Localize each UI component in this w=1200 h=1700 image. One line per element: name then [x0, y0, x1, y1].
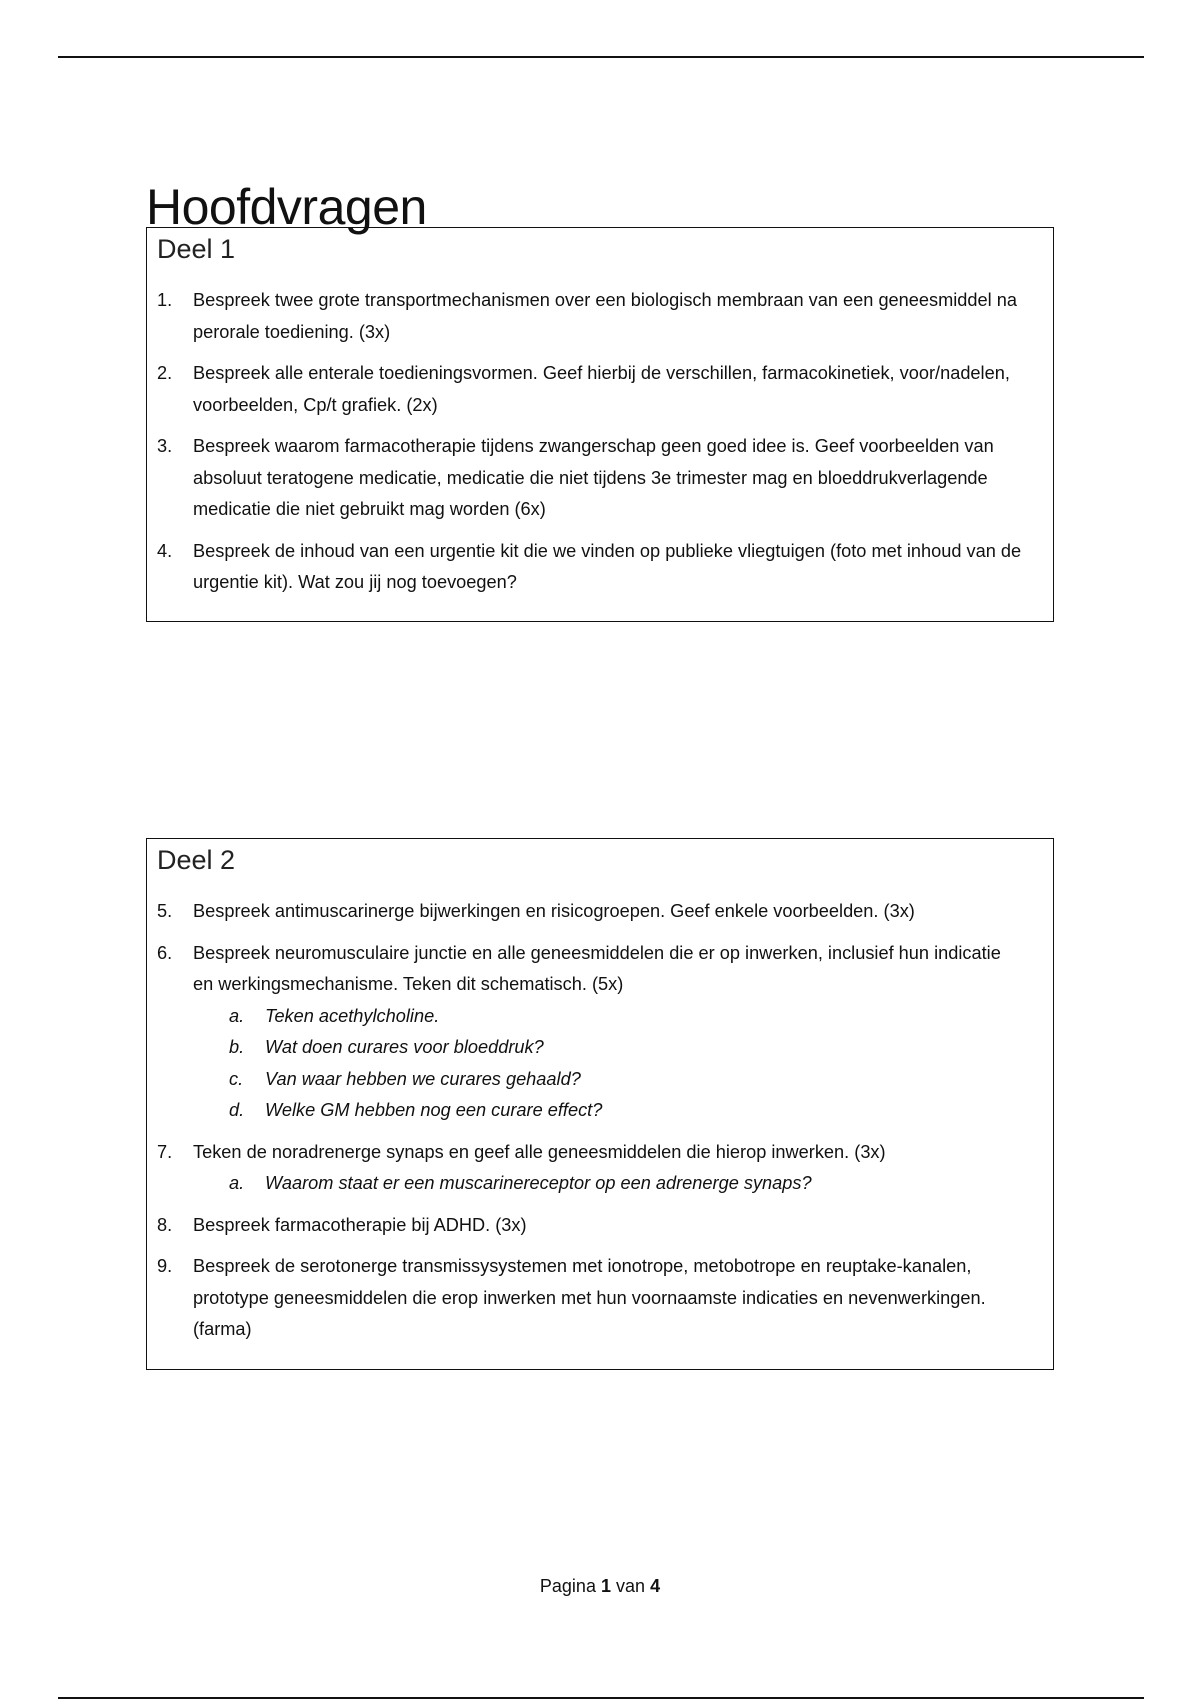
question-number: 9. — [157, 1256, 173, 1276]
question — [157, 1210, 1025, 1242]
question-text: Bespreek farmacotherapie bij ADHD. (3x) — [193, 1214, 527, 1235]
question-number: 8. — [157, 1214, 173, 1235]
part-2-box — [146, 838, 1054, 1370]
sub-question — [193, 1095, 1025, 1127]
sub-question-text: Welke GM hebben nog een curare effect? — [265, 1100, 603, 1120]
sub-question-letter: d. — [229, 1100, 245, 1120]
sub-question — [193, 1032, 1025, 1064]
question — [157, 431, 1025, 526]
sub-question-letter: a. — [229, 1005, 245, 1026]
sub-question — [193, 1064, 1025, 1096]
question-number: 1. — [157, 290, 173, 310]
question — [157, 536, 1025, 599]
question-text: Bespreek antimuscarinerge bijwerkingen en risicogroepen. Geef enkele voorbeelden. (3x) — [193, 901, 915, 921]
question — [157, 896, 1025, 928]
sub-question — [193, 1168, 1025, 1200]
page-footer — [0, 1576, 1200, 1597]
part-heading: Deel 2 — [157, 845, 236, 875]
sub-question-text: Teken acethylcholine. — [265, 1005, 440, 1026]
question-text: Bespreek neuromusculaire junctie en alle geneesmiddelen die er op inwerken, inclusief hun indicatie en werkingsmechanisme. Teken dit schematisch. (5x) — [193, 942, 1001, 994]
sub-question-letter: b. — [229, 1037, 245, 1057]
part-heading: Deel 1 — [157, 234, 236, 264]
header-rule — [58, 56, 1144, 58]
sub-question-letter: c. — [229, 1068, 244, 1089]
page-title: Hoofdvragen — [146, 178, 427, 235]
sub-question-text: Wat doen curares voor bloeddruk? — [265, 1037, 544, 1057]
question-text: Bespreek de serotonerge transmissysystemen met ionotrope, metobotrope en reuptake-kanalen, prototype geneesmiddelen die erop inwerken met hun voornaamste indicaties en nevenwerkingen. (farma) — [193, 1256, 986, 1339]
question-number: 3. — [157, 436, 173, 456]
question-text: Bespreek twee grote transportmechanismen over een biologisch membraan van een geneesmiddel na perorale toediening. (3x) — [193, 290, 1017, 342]
footer-total-pages: 4 — [650, 1576, 661, 1596]
question-number: 2. — [157, 363, 173, 383]
question-text: Bespreek waarom farmacotherapie tijdens zwangerschap geen goed idee is. Geef voorbeelden van absoluut teratogene medicatie, medicatie die niet tijdens 3e trimester mag en bloeddrukverlagende medicatie die niet gebruikt mag worden (6x) — [193, 436, 994, 519]
footer-rule — [58, 1697, 1144, 1699]
sub-question-text: Waarom staat er een muscarinereceptor op een adrenerge synaps? — [265, 1173, 812, 1193]
question-text: Bespreek alle enterale toedieningsvormen. Geef hierbij de verschillen, farmacokinetiek, voor/nadelen, voorbeelden, Cp/t grafiek. (2x) — [193, 363, 1010, 415]
sub-question-letter: a. — [229, 1173, 245, 1193]
footer-of-label: van — [616, 1576, 646, 1596]
footer-page-label: Pagina — [539, 1576, 596, 1596]
sub-question — [193, 1001, 1025, 1033]
question — [157, 285, 1025, 348]
question-number: 4. — [157, 540, 173, 561]
question-number: 5. — [157, 901, 173, 921]
part-1-box — [146, 227, 1054, 622]
question-number: 7. — [157, 1141, 173, 1162]
question — [157, 1137, 1025, 1200]
question-number: 6. — [157, 942, 173, 963]
question — [157, 938, 1025, 1127]
question — [157, 1251, 1025, 1346]
footer-current-page: 1 — [600, 1576, 611, 1596]
question-text: Bespreek de inhoud van een urgentie kit die we vinden op publieke vliegtuigen (foto met inhoud van de urgentie kit). Wat zou jij nog toevoegen? — [193, 540, 1022, 592]
question — [157, 358, 1025, 421]
question-text: Teken de noradrenerge synaps en geef alle geneesmiddelen die hierop inwerken. (3x) — [193, 1141, 886, 1162]
sub-question-text: Van waar hebben we curares gehaald? — [265, 1068, 581, 1089]
